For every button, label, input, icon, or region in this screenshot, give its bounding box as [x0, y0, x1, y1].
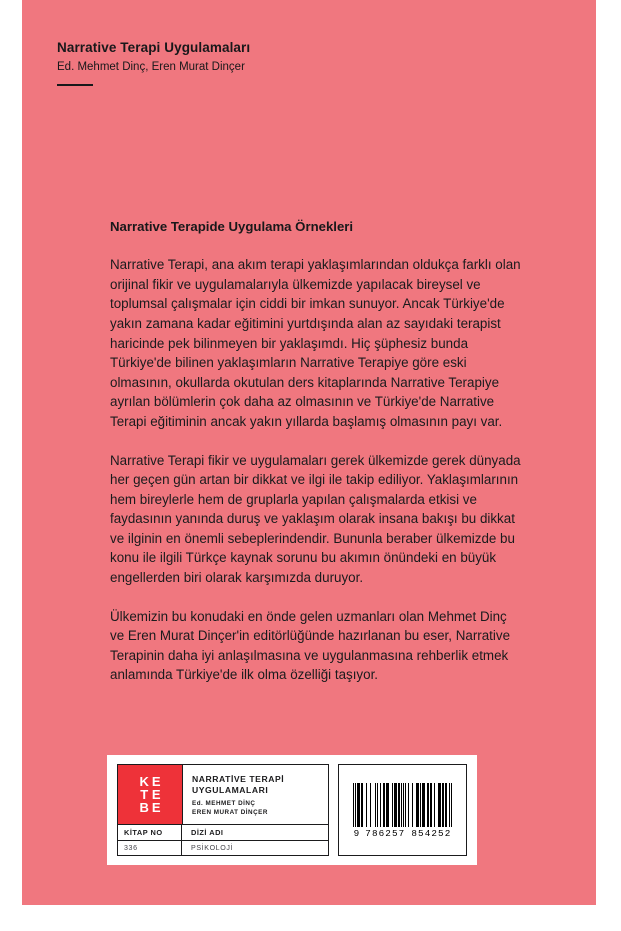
logo-letter: E	[151, 799, 161, 815]
cover-background-field	[22, 0, 596, 905]
logo-letter: E	[151, 773, 161, 789]
imprint-header-row	[118, 765, 328, 825]
imprint-book-title-line-2: UYGULAMALARI	[192, 785, 269, 796]
blurb-paragraph: Narrative Terapi, ana akım terapi yaklaşımlarından oldukça farklı olan orijinal fikir ve uygulamalarıyla ülkemizde yapılacak bireysel ve toplumsal çalışmalar için ciddi bir imkan sunuyor. Ancak Türkiye'de yakın zamana kadar eğitimini yurtdışında alan az sayıdaki terapist haricinde pek bilinmeyen bir yaklaşımdı. Hiç şüphesiz bunda Türkiye'de bilinen yaklaşımların Narrative Terapiye göre eski olmasının, okullarda okutulan ders kitaplarında Narrative Terapiye ayrılan bölümlerin çok daha az olmasının ve Türkiye'de Narrative Terapi eğitiminin ancak yakın yıllarda başlamış olmasının payı var.	[110, 257, 521, 429]
logo-letter: E	[151, 786, 161, 802]
book-no-value-cell	[118, 841, 182, 855]
book-no-label-cell	[118, 825, 182, 840]
ketebe-logo-letter-grid	[139, 773, 161, 815]
series-label: DİZİ ADI	[191, 828, 224, 838]
imprint-book-title-line-1: NARRATİVE TERAPİ	[192, 774, 285, 784]
series-value: PSİKOLOJİ	[191, 844, 234, 853]
colophon-panel	[107, 755, 477, 865]
series-label-cell	[182, 825, 328, 840]
imprint-table	[117, 764, 329, 856]
logo-letter: B	[139, 799, 149, 815]
page-title: Narrative Terapi Uygulamaları	[57, 40, 251, 55]
book-no-value: 336	[124, 844, 138, 853]
barcode-digit-lead: 9	[353, 828, 361, 840]
imprint-value-row	[118, 841, 328, 855]
blurb-paragraph: Ülkemizin bu konudaki en önde gelen uzmanları olan Mehmet Dinç ve Eren Murat Dinçer'in editörlüğünde hazırlanan bu eser, Narrative Terapinin daha iyi anlaşılmasına ve uygulanmasına rehberlik etmek anlamında Türkiye'de ilk olma özelliği taşıyor.	[110, 608, 511, 683]
imprint-editors	[192, 800, 321, 817]
header-editors: Ed. Mehmet Dinç, Eren Murat Dinçer	[57, 60, 245, 73]
blurb-section	[110, 218, 522, 685]
barcode-digit-group-1: 786257	[365, 828, 406, 840]
header	[57, 40, 537, 86]
imprint-editor-line-2: EREN MURAT DİNÇER	[192, 808, 268, 816]
imprint-label-row	[118, 825, 328, 841]
logo-letter: K	[139, 773, 149, 789]
barcode-digit-group-2: 854252	[411, 828, 452, 840]
blurb-paragraph: Narrative Terapi fikir ve uygulamaları gerek ülkemizde gerek dünyada her geçen gün artan bir dikkat ve ilgi ile takip ediliyor. Yaklaşımlarının hem bireylerle hem de gruplarla yapılan çalışmalarda etkisi ve faydasının yanında duruş ve yaklaşım olarak insana bakışı bu dikkat ve ilginin en önemli sebeplerindendir. Bununla beraber ülkemizde bu konu ile ilgili Türkçe kaynak sorunu bu akımın önündeki en büyük engellerden biri olarak karşımızda duruyor.	[110, 452, 521, 586]
barcode-bars	[353, 783, 452, 827]
series-value-cell	[182, 841, 328, 855]
blurb-title: Narrative Terapide Uygulama Örnekleri	[110, 219, 354, 234]
header-divider	[57, 84, 93, 86]
isbn-barcode	[338, 764, 467, 856]
imprint-editor-line-1: Ed. MEHMET DİNÇ	[192, 800, 256, 808]
book-no-label: KİTAP NO	[124, 828, 163, 838]
logo-letter: T	[140, 786, 149, 802]
barcode-digits	[345, 828, 460, 839]
ketebe-logo	[118, 765, 182, 824]
imprint-title-cell	[182, 765, 328, 824]
